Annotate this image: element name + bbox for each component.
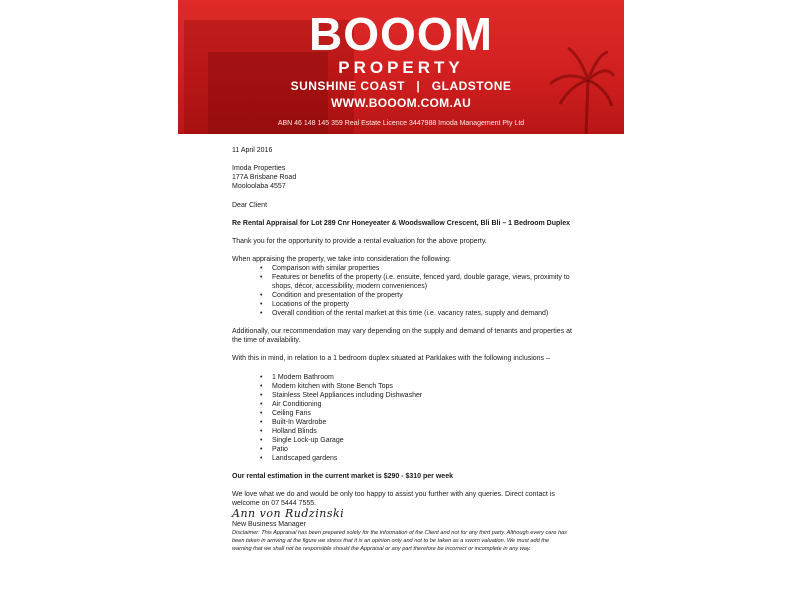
list-item: • 1 Modern Bathroom	[272, 373, 572, 382]
list-item: • Stainless Steel Appliances including Dishwasher	[272, 391, 572, 400]
considerations-list	[232, 264, 572, 318]
recipient-line: Mooloolaba 4557	[232, 183, 286, 190]
list-item: • Holland Blinds	[272, 427, 572, 436]
disclaimer: Disclaimer: This Appraisal has been prepared solely for the information of the Client and not for any third party. Although every care has been taken in arriving at the figure we stress that it is an opinion only and not to be taken as a sworn valuation. We must add the warning that we shall not be responsible should the Appraisal or any part therefore be incorrect or incomplete in any way.	[232, 530, 567, 552]
closing-paragraph: We love what we do and would be only too happy to assist you further with any queries. Direct contact is welcome on 07 5444 7555.	[232, 491, 555, 507]
recipient-line: 177A Brisbane Road	[232, 174, 297, 181]
list-item: • Landscaped gardens	[272, 454, 572, 463]
office-locations: SUNSHINE COAST | GLADSTONE	[290, 79, 512, 93]
letterhead-banner	[178, 0, 624, 134]
abn-licence-line: ABN 46 148 145 359 Real Estate Licence 3447988 Imoda Management Pty Ltd	[277, 120, 525, 127]
website-link[interactable]: WWW.BOOOM.COM.AU	[330, 96, 472, 110]
list-item: • Patio	[272, 445, 572, 454]
list-item: • Air Conditioning	[272, 400, 572, 409]
list-item: • Locations of the property	[272, 300, 572, 309]
brand-name: BOOOM	[309, 8, 493, 60]
list-item: • Comparison with similar properties	[272, 264, 572, 273]
salutation: Dear Client	[232, 202, 268, 209]
list-item: • Single Lock-up Garage	[272, 436, 572, 445]
list-item: • Ceiling Fans	[272, 409, 572, 418]
brand-logo	[178, 8, 624, 60]
inclusions-intro: With this in mind, in relation to a 1 bedroom duplex situated at Parklakes with the following inclusions –	[232, 355, 550, 362]
inclusions-list	[232, 373, 572, 463]
list-item: • Features or benefits of the property (i.e. ensuite, fenced yard, double garage, views, proximity to shops, décor, accessibility, modern conveniences)	[272, 273, 572, 291]
letter-body	[232, 146, 572, 553]
list-item: • Condition and presentation of the property	[272, 291, 572, 300]
recipient-line: Imoda Properties	[232, 165, 286, 172]
signer-title: New Business Manager	[232, 521, 306, 528]
intro-paragraph: Thank you for the opportunity to provide a rental evaluation for the above property.	[232, 238, 487, 245]
list-item: • Modern kitchen with Stone Bench Tops	[272, 382, 572, 391]
considerations-intro: When appraising the property, we take into consideration the following:	[232, 256, 451, 263]
additional-paragraph: Additionally, our recommendation may vary depending on the supply and demand of tenants and properties at the time of availability.	[232, 328, 572, 344]
list-item: • Built-In Wardrobe	[272, 418, 572, 427]
brand-subtitle: PROPERTY	[338, 58, 464, 77]
letter-subject: Re Rental Appraisal for Lot 289 Cnr Honeyeater & Woodswallow Crescent, Bli Bli – 1 Bedroom Duplex	[232, 220, 571, 227]
signature: Ann von Rudzinski	[232, 507, 345, 520]
rental-estimation: Our rental estimation in the current market is $290 - $310 per week	[232, 473, 453, 480]
list-item: • Overall condition of the rental market at this time (i.e. vacancy rates, supply and demand)	[272, 309, 572, 318]
letter-date: 11 April 2016	[232, 147, 273, 154]
